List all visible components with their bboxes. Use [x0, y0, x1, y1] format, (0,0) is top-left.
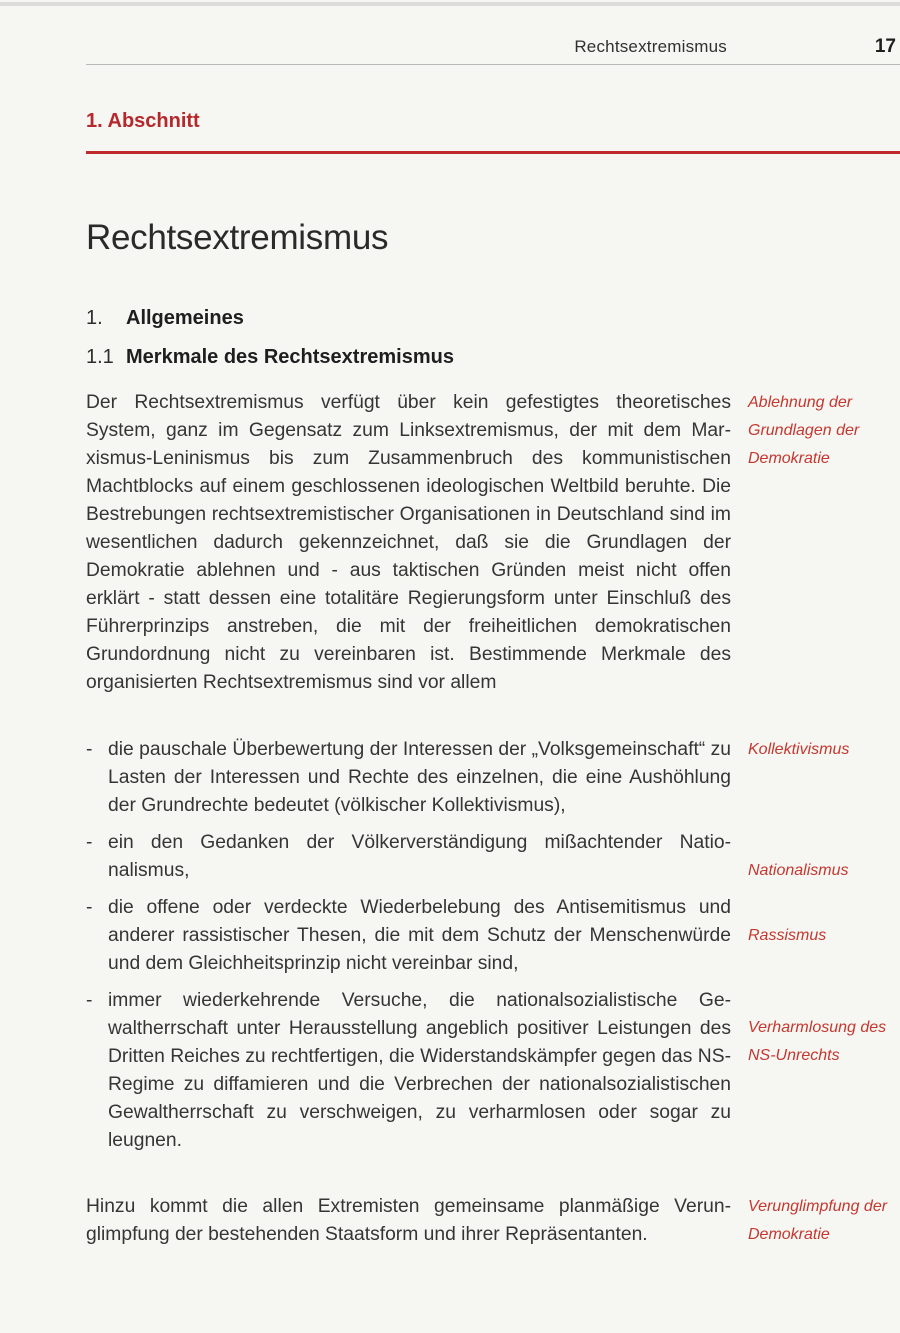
body-paragraph-2: Hinzu kommt die allen Extremisten gemeinsame planmäßige Verunglimpfung der bestehenden Staatsform und ihrer Repräsentanten. [86, 1196, 731, 1245]
margin-note-verharmlosung: Verharmlosung des NS-Unrechts [748, 1019, 887, 1064]
characteristics-list [86, 736, 731, 1155]
header-divider [86, 64, 900, 65]
chapter-title: Rechtsextremismus [86, 218, 389, 257]
margin-note-rassismus: Rassismus [748, 927, 827, 944]
list-item [86, 987, 731, 1155]
list-dash: - [86, 897, 93, 918]
list-item-text: die offene oder verdeckte Wiederbelebung des Antisemitismus und anderer rassistischer Thesen, die mit dem Schutz der Menschenwürde und dem Gleichheitsprinzip nicht vereinbar sind, [108, 897, 731, 974]
list-item [86, 894, 731, 978]
top-edge-rule [0, 2, 900, 6]
margin-note-nationalismus: Nationalismus [748, 862, 849, 879]
list-item-text: ein den Gedanken der Völkerverständigung mißachtender Nationalismus, [108, 832, 731, 881]
subheading-text: Merkmale des Rechtsextremismus [126, 346, 454, 368]
list-item [86, 736, 731, 820]
section-label: 1. Abschnitt [86, 110, 200, 132]
list-dash: - [86, 739, 93, 760]
page-number: 17 [874, 36, 896, 57]
list-item [86, 829, 731, 885]
section-divider [86, 151, 900, 154]
margin-note-verunglimpfung: Verunglimpfung der Demokratie [748, 1198, 888, 1243]
margin-note-ablehnung: Ablehnung der Grundlagen der Demokratie [748, 394, 860, 467]
heading-allgemeines [86, 307, 244, 330]
list-item-text: immer wiederkehrende Versuche, die nationalsozialistische Gewaltherrschaft unter Herausstellung angeblich positiver Leistungen des Dritten Reiches zu rechtfertigen, die Widerstandskämpfer gegen das NS-Regime zu diffamieren und die Verbrechen der nationalsozialistischen Gewaltherrschaft zu verschweigen, zu verharmlosen oder sogar zu leugnen. [108, 990, 731, 1151]
subheading-merkmale [86, 346, 454, 369]
list-dash: - [86, 990, 93, 1011]
margin-note-kollektivismus: Kollektivismus [748, 741, 850, 758]
body-paragraph-1: Der Rechtsextremismus verfügt über kein gefestigtes theoretisches System, ganz im Gegensatz zum Linksextremismus, der mit dem Marxismus-Leninismus bis zum Zusammenbruch des kommunistischen Machtblocks auf einem geschlossenen ideologischen Weltbild beruhte. Die Bestrebungen rechtsextremistischer Organisationen in Deutschland sind im wesentlichen dadurch gekennzeichnet, daß sie die Grundlagen der Demokratie ablehnen und - aus taktischen Gründen meist nicht offen erklärt - statt dessen eine totalitäre Regierungsform unter Einschluß des Führerprinzips anstreben, die mit der freiheitlichen demokratischen Grundordnung nicht zu vereinbaren ist. Bestimmende Merkmale des organisierten Rechtsextremismus sind vor allem [86, 392, 731, 693]
heading-number: 1. [86, 307, 103, 329]
heading-text: Allgemeines [126, 307, 244, 329]
running-head: Rechtsextremismus [574, 37, 727, 56]
list-dash: - [86, 832, 93, 853]
list-item-text: die pauschale Überbewertung der Interessen der „Volksgemeinschaft“ zu Lasten der Interessen und Rechte des einzelnen, die eine Aushöhlung der Grundrechte bedeutet (völkischer Kollektivismus), [108, 739, 731, 816]
subheading-number: 1.1 [86, 346, 114, 368]
